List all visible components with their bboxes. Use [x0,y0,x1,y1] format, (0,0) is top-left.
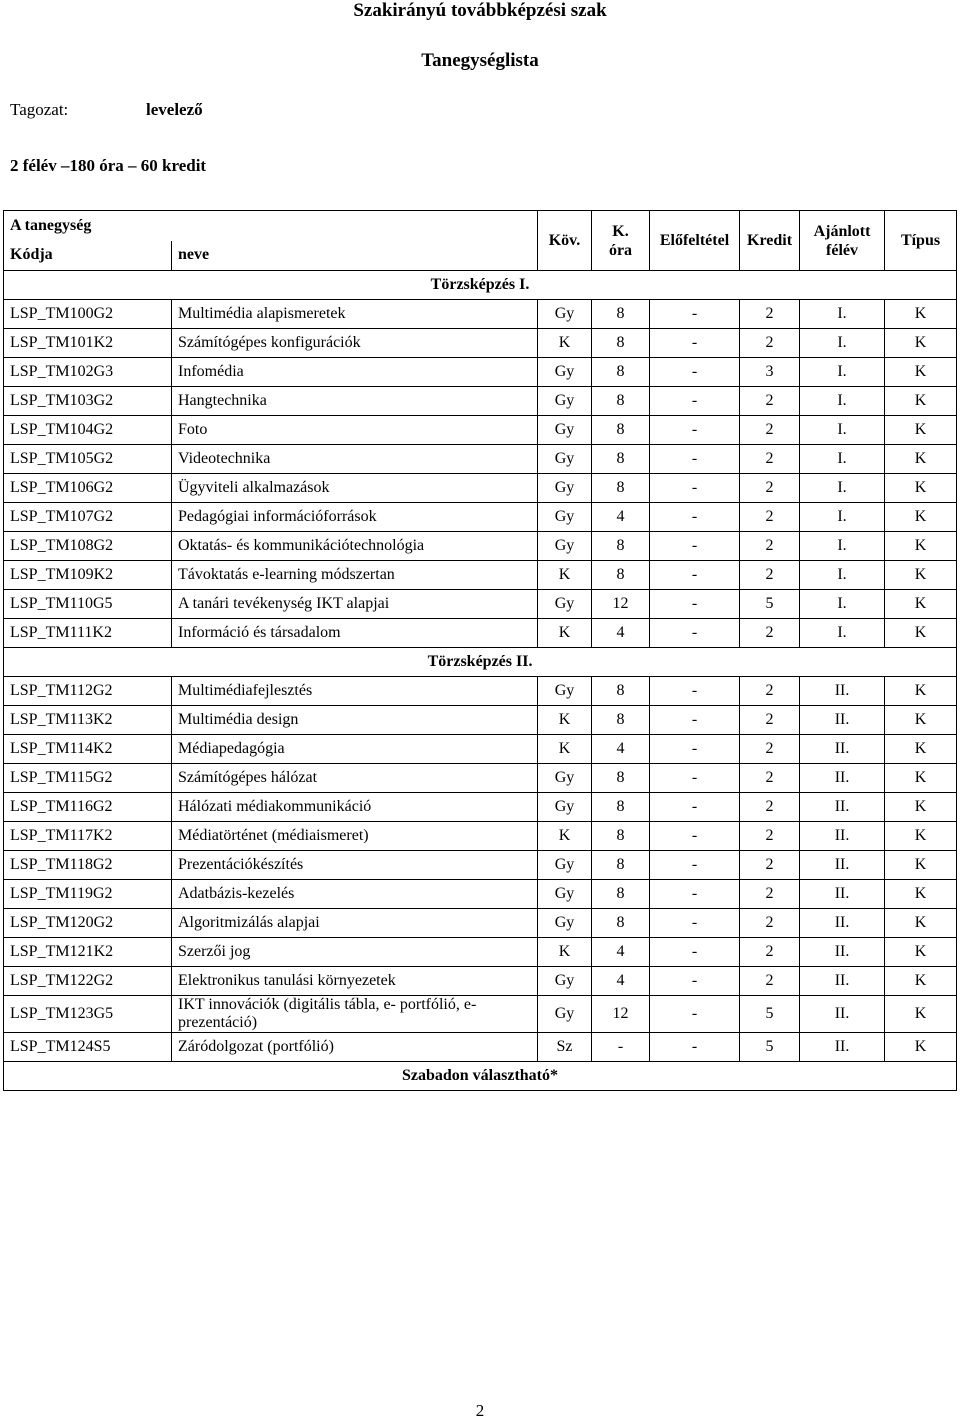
course-hours: 8 [592,329,650,358]
course-code: LSP_TM118G2 [4,851,172,880]
course-prerequisite: - [650,503,740,532]
course-code: LSP_TM119G2 [4,880,172,909]
course-assessment: Gy [538,416,592,445]
course-credit: 2 [740,851,800,880]
course-credit: 2 [740,445,800,474]
course-assessment: K [538,822,592,851]
header-semester [800,211,885,271]
table-row [4,996,957,1033]
table-row [4,938,957,967]
header-kov: Köv. [538,211,592,271]
course-semester: I. [800,474,885,503]
course-type: K [885,300,957,329]
course-credit: 2 [740,329,800,358]
table-row [4,474,957,503]
course-assessment: Gy [538,996,592,1033]
course-type: K [885,880,957,909]
header-group-label: A tanegység [4,211,538,241]
course-assessment: K [538,938,592,967]
course-hours: 4 [592,735,650,764]
course-name: Pedagógiai információforrások [172,503,538,532]
course-assessment: Gy [538,967,592,996]
course-type: K [885,938,957,967]
section-title: Törzsképzés II. [4,648,957,677]
course-prerequisite: - [650,967,740,996]
course-name: Szerzői jog [172,938,538,967]
course-semester: I. [800,358,885,387]
course-code: LSP_TM103G2 [4,387,172,416]
course-semester: I. [800,416,885,445]
course-code: LSP_TM109K2 [4,561,172,590]
course-semester: II. [800,851,885,880]
course-assessment: Gy [538,445,592,474]
header-name: neve [172,241,538,271]
course-prerequisite: - [650,735,740,764]
document-title: Szakirányú továbbképzési szak [353,0,607,21]
course-code: LSP_TM113K2 [4,706,172,735]
course-hours: 8 [592,764,650,793]
header-ora-line2: óra [608,241,633,259]
course-assessment: K [538,619,592,648]
course-prerequisite: - [650,387,740,416]
course-assessment: Gy [538,590,592,619]
course-credit: 2 [740,503,800,532]
table-row [4,416,957,445]
course-hours: - [592,1033,650,1062]
course-hours: 8 [592,416,650,445]
course-assessment: Gy [538,474,592,503]
course-name: Prezentációkészítés [172,851,538,880]
course-type: K [885,329,957,358]
course-prerequisite: - [650,416,740,445]
course-name: Videotechnika [172,445,538,474]
course-credit: 2 [740,561,800,590]
course-code: LSP_TM107G2 [4,503,172,532]
course-credit: 2 [740,387,800,416]
course-name: Számítógépes konfigurációk [172,329,538,358]
course-code: LSP_TM104G2 [4,416,172,445]
course-type: K [885,822,957,851]
course-code: LSP_TM120G2 [4,909,172,938]
course-type: K [885,735,957,764]
course-prerequisite: - [650,851,740,880]
table-row [4,358,957,387]
course-type: K [885,474,957,503]
course-prerequisite: - [650,909,740,938]
course-credit: 2 [740,967,800,996]
course-assessment: Gy [538,764,592,793]
course-credit: 5 [740,1033,800,1062]
course-type: K [885,590,957,619]
course-credit: 3 [740,358,800,387]
course-code: LSP_TM111K2 [4,619,172,648]
course-semester: I. [800,445,885,474]
table-row [4,532,957,561]
course-table [3,210,957,1091]
section-title: Törzsképzés I. [4,271,957,300]
table-row [4,503,957,532]
course-code: LSP_TM114K2 [4,735,172,764]
course-assessment: K [538,735,592,764]
course-semester: II. [800,880,885,909]
course-prerequisite: - [650,1033,740,1062]
header-code: Kódja [4,241,172,271]
course-name: Távoktatás e-learning módszertan [172,561,538,590]
course-semester: I. [800,329,885,358]
course-name: Adatbázis-kezelés [172,880,538,909]
course-name: A tanári tevékenység IKT alapjai [172,590,538,619]
course-name: Foto [172,416,538,445]
header-type: Típus [885,211,957,271]
course-type: K [885,503,957,532]
course-prerequisite: - [650,677,740,706]
course-assessment: Gy [538,387,592,416]
course-hours: 8 [592,532,650,561]
table-row [4,561,957,590]
course-name: Oktatás- és kommunikációtechnológia [172,532,538,561]
course-assessment: Gy [538,793,592,822]
document-subtitle: Tanegységlista [421,50,539,71]
header-ora [592,211,650,271]
course-code: LSP_TM117K2 [4,822,172,851]
course-code: LSP_TM115G2 [4,764,172,793]
course-assessment: K [538,706,592,735]
course-prerequisite: - [650,793,740,822]
course-semester: II. [800,677,885,706]
course-hours: 4 [592,967,650,996]
course-prerequisite: - [650,822,740,851]
course-semester: II. [800,1033,885,1062]
course-name: Médiatörténet (médiaismeret) [172,822,538,851]
course-prerequisite: - [650,764,740,793]
course-code: LSP_TM108G2 [4,532,172,561]
course-type: K [885,793,957,822]
table-row [4,793,957,822]
section-header-row [4,271,957,300]
header-semester-line2: félév [826,241,858,259]
program-summary: 2 félév –180 óra – 60 kredit [10,156,207,175]
course-type: K [885,561,957,590]
course-hours: 8 [592,793,650,822]
course-prerequisite: - [650,561,740,590]
course-prerequisite: - [650,880,740,909]
course-semester: I. [800,503,885,532]
course-type: K [885,416,957,445]
course-prerequisite: - [650,329,740,358]
table-row [4,590,957,619]
table-row [4,822,957,851]
course-code: LSP_TM102G3 [4,358,172,387]
course-hours: 8 [592,561,650,590]
course-semester: I. [800,300,885,329]
course-type: K [885,996,957,1033]
course-assessment: K [538,561,592,590]
course-type: K [885,387,957,416]
course-hours: 8 [592,677,650,706]
course-prerequisite: - [650,532,740,561]
course-credit: 2 [740,532,800,561]
course-prerequisite: - [650,938,740,967]
course-hours: 8 [592,851,650,880]
course-assessment: Gy [538,532,592,561]
header-credit: Kredit [740,211,800,271]
course-name: Multimédia design [172,706,538,735]
course-hours: 8 [592,358,650,387]
course-assessment: Gy [538,851,592,880]
course-hours: 8 [592,909,650,938]
course-credit: 5 [740,996,800,1033]
course-semester: I. [800,561,885,590]
course-prerequisite: - [650,590,740,619]
course-prerequisite: - [650,445,740,474]
table-row [4,1033,957,1062]
course-code: LSP_TM121K2 [4,938,172,967]
course-credit: 5 [740,590,800,619]
course-prerequisite: - [650,300,740,329]
course-code: LSP_TM105G2 [4,445,172,474]
course-credit: 2 [740,938,800,967]
course-hours: 12 [592,996,650,1033]
course-semester: II. [800,909,885,938]
table-row [4,329,957,358]
header-semester-line1: Ajánlott [813,222,871,240]
course-semester: II. [800,938,885,967]
header-ora-line1: K. [612,222,629,240]
course-name: Számítógépes hálózat [172,764,538,793]
course-hours: 4 [592,938,650,967]
course-code: LSP_TM100G2 [4,300,172,329]
course-name: Hálózati médiakommunikáció [172,793,538,822]
tagozat-label: Tagozat: [10,100,69,119]
course-credit: 2 [740,909,800,938]
course-prerequisite: - [650,474,740,503]
course-type: K [885,967,957,996]
table-row [4,967,957,996]
course-semester: II. [800,706,885,735]
table-row [4,300,957,329]
course-credit: 2 [740,300,800,329]
table-row [4,909,957,938]
course-code: LSP_TM106G2 [4,474,172,503]
course-prerequisite: - [650,358,740,387]
page-number: 2 [475,1401,485,1420]
course-code: LSP_TM101K2 [4,329,172,358]
header-prereq: Előfeltétel [650,211,740,271]
course-code: LSP_TM122G2 [4,967,172,996]
table-row [4,735,957,764]
tagozat-value: levelező [146,100,203,119]
course-semester: II. [800,996,885,1033]
table-row [4,387,957,416]
course-credit: 2 [740,416,800,445]
course-credit: 2 [740,793,800,822]
course-hours: 8 [592,880,650,909]
course-assessment: Gy [538,909,592,938]
course-credit: 2 [740,677,800,706]
course-hours: 8 [592,474,650,503]
section-title-elective: Szabadon választható* [4,1062,957,1091]
course-type: K [885,1033,957,1062]
course-assessment: Gy [538,300,592,329]
course-hours: 8 [592,445,650,474]
course-type: K [885,445,957,474]
course-credit: 2 [740,706,800,735]
course-semester: II. [800,735,885,764]
course-type: K [885,677,957,706]
course-semester: II. [800,967,885,996]
course-prerequisite: - [650,706,740,735]
course-assessment: Gy [538,358,592,387]
course-code: LSP_TM124S5 [4,1033,172,1062]
course-credit: 2 [740,735,800,764]
course-name: Elektronikus tanulási környezetek [172,967,538,996]
course-name: IKT innovációk (digitális tábla, e- portfólió, e- prezentáció) [172,996,538,1033]
course-name: Multimédiafejlesztés [172,677,538,706]
course-name: Infomédia [172,358,538,387]
table-row [4,764,957,793]
course-name: Információ és társadalom [172,619,538,648]
course-type: K [885,358,957,387]
course-semester: II. [800,822,885,851]
course-type: K [885,619,957,648]
course-semester: II. [800,764,885,793]
course-code: LSP_TM123G5 [4,996,172,1033]
course-name: Algoritmizálás alapjai [172,909,538,938]
course-hours: 8 [592,300,650,329]
course-code: LSP_TM110G5 [4,590,172,619]
course-hours: 8 [592,706,650,735]
course-name: Hangtechnika [172,387,538,416]
course-table-body [4,271,957,1091]
course-semester: I. [800,619,885,648]
section-header-row [4,1062,957,1091]
course-credit: 2 [740,474,800,503]
course-semester: I. [800,387,885,416]
course-assessment: K [538,329,592,358]
course-name: Multimédia alapismeretek [172,300,538,329]
table-row [4,880,957,909]
course-hours: 12 [592,590,650,619]
course-prerequisite: - [650,619,740,648]
course-semester: II. [800,793,885,822]
course-semester: I. [800,532,885,561]
course-type: K [885,532,957,561]
course-type: K [885,764,957,793]
course-hours: 4 [592,503,650,532]
table-row [4,677,957,706]
course-prerequisite: - [650,996,740,1033]
table-row [4,706,957,735]
table-row [4,851,957,880]
course-semester: I. [800,590,885,619]
course-credit: 2 [740,822,800,851]
course-name: Záródolgozat (portfólió) [172,1033,538,1062]
course-hours: 8 [592,387,650,416]
table-row [4,445,957,474]
course-credit: 2 [740,880,800,909]
course-hours: 8 [592,822,650,851]
course-type: K [885,851,957,880]
course-credit: 2 [740,619,800,648]
course-name: Ügyviteli alkalmazások [172,474,538,503]
course-hours: 4 [592,619,650,648]
course-name: Médiapedagógia [172,735,538,764]
course-credit: 2 [740,764,800,793]
section-header-row [4,648,957,677]
course-assessment: Gy [538,503,592,532]
course-assessment: Gy [538,677,592,706]
course-code: LSP_TM116G2 [4,793,172,822]
course-assessment: Sz [538,1033,592,1062]
course-assessment: Gy [538,880,592,909]
course-code: LSP_TM112G2 [4,677,172,706]
course-type: K [885,909,957,938]
table-row [4,619,957,648]
course-type: K [885,706,957,735]
